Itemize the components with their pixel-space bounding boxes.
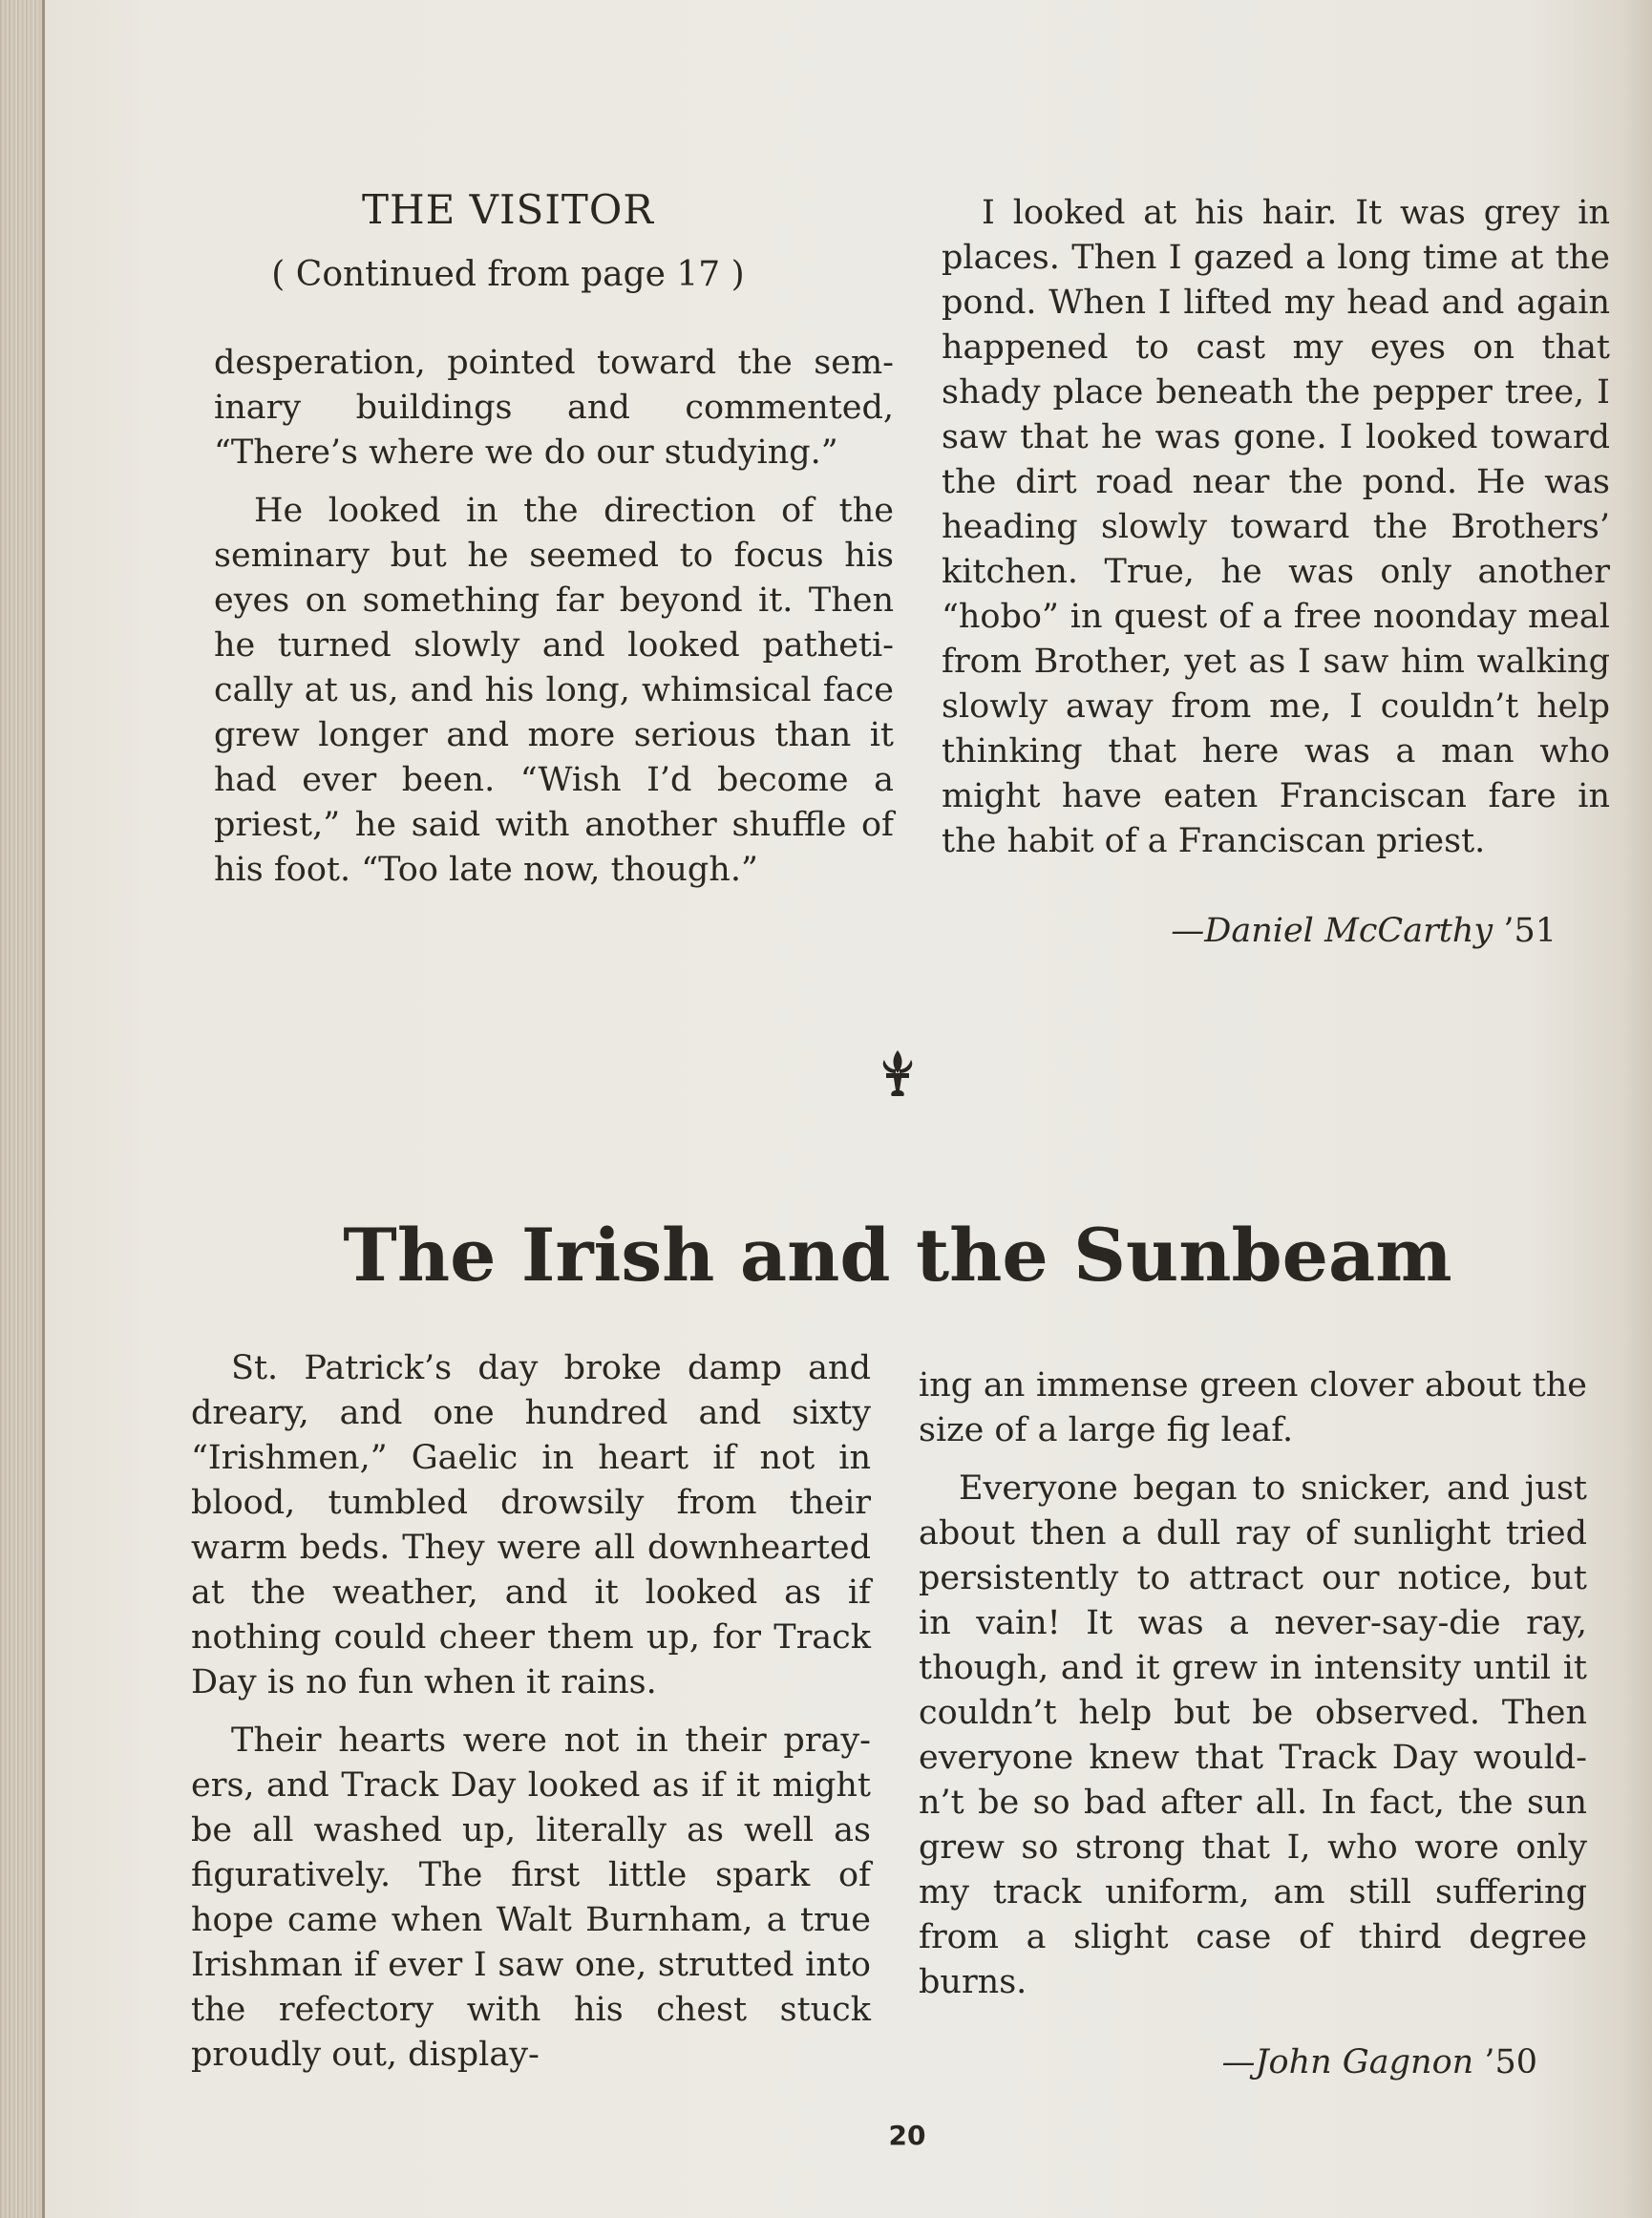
book-spine — [0, 0, 44, 2218]
visitor-right-column — [942, 191, 1610, 864]
visitor-continued-note: ( Continued from page 17 ) — [271, 255, 745, 294]
visitor-author-year: ’51 — [1503, 912, 1557, 950]
irish-left-paragraph-1: St. Patrick’s day broke damp and dreary, and one hundred and sixty “Irishmen,” Gaelic in heart if not in blood, tumbled drowsily from their warm beds. They were all downhearted at the weather, and it looked as if nothing could cheer them up, for Track Day is no fun when it rains. — [191, 1349, 871, 1701]
visitor-author-signature — [1031, 912, 1557, 950]
visitor-title: THE VISITOR — [361, 186, 654, 233]
page-number: 20 — [888, 2120, 926, 2151]
visitor-author-name: —Daniel McCarthy — [1171, 912, 1493, 950]
visitor-left-paragraph-2: He looked in the direction of the seminary but he seemed to focus his eyes on something far beyond it. Then he turned slowly and looked pathetically at us, and his long, whimsical face grew longer and more serious than it had ever been. “Wish I’d become a priest,” he said with another shuffle of his foot. “Too late now, though.” — [214, 492, 894, 889]
irish-article-title: The Irish and the Sunbeam — [343, 1213, 1452, 1298]
fleur-de-lis-icon — [877, 1048, 919, 1098]
irish-author-name: —John Gagnon — [1221, 2043, 1474, 2081]
irish-author-signature — [1012, 2043, 1537, 2081]
irish-right-paragraph-1: ing an immense green clover about the size of a large fig leaf. — [919, 1366, 1587, 1449]
visitor-left-column — [214, 341, 894, 893]
irish-author-year: ’50 — [1484, 2043, 1537, 2081]
irish-left-column — [191, 1346, 871, 2078]
visitor-right-paragraph-1: I looked at his hair. It was grey in places. Then I gazed a long time at the pond. When I lifted my head and again happened to cast my eyes on that shady place beneath the pepper tree, I saw that he was gone. I looked toward the dirt road near the pond. He was heading slowly toward the Brothers’ kitchen. True, he was only another “hobo” in quest of a free noonday meal from Brother, yet as I saw him walking slowly away from me, I couldn’t help thinking that here was a man who might have eaten Franciscan fare in the habit of a Franciscan priest. — [942, 194, 1610, 860]
irish-left-paragraph-2: Their hearts were not in their prayers, and Track Day looked as if it might be all washed up, literally as well as figuratively. The first little spark of hope came when Walt Burnham, a true Irishman if ever I saw one, strutted into the refectory with his chest stuck proudly out, display- — [191, 1722, 871, 2074]
irish-right-paragraph-2: Everyone began to snicker, and just about then a dull ray of sunlight tried persistently to attract our notice, but in vain! It was a never-say-die ray, though, and it grew in intensity until it couldn’t help but be observed. Then everyone knew that Track Day wouldn’t be so bad after all. In fact, the sun grew so strong that I, who wore only my track uniform, am still suffering from a slight case of third degree burns. — [919, 1469, 1587, 2001]
visitor-left-paragraph-1: desperation, pointed toward the seminary buildings and commented, “There’s where we do our studying.” — [214, 344, 894, 472]
irish-right-column — [919, 1363, 1587, 2005]
